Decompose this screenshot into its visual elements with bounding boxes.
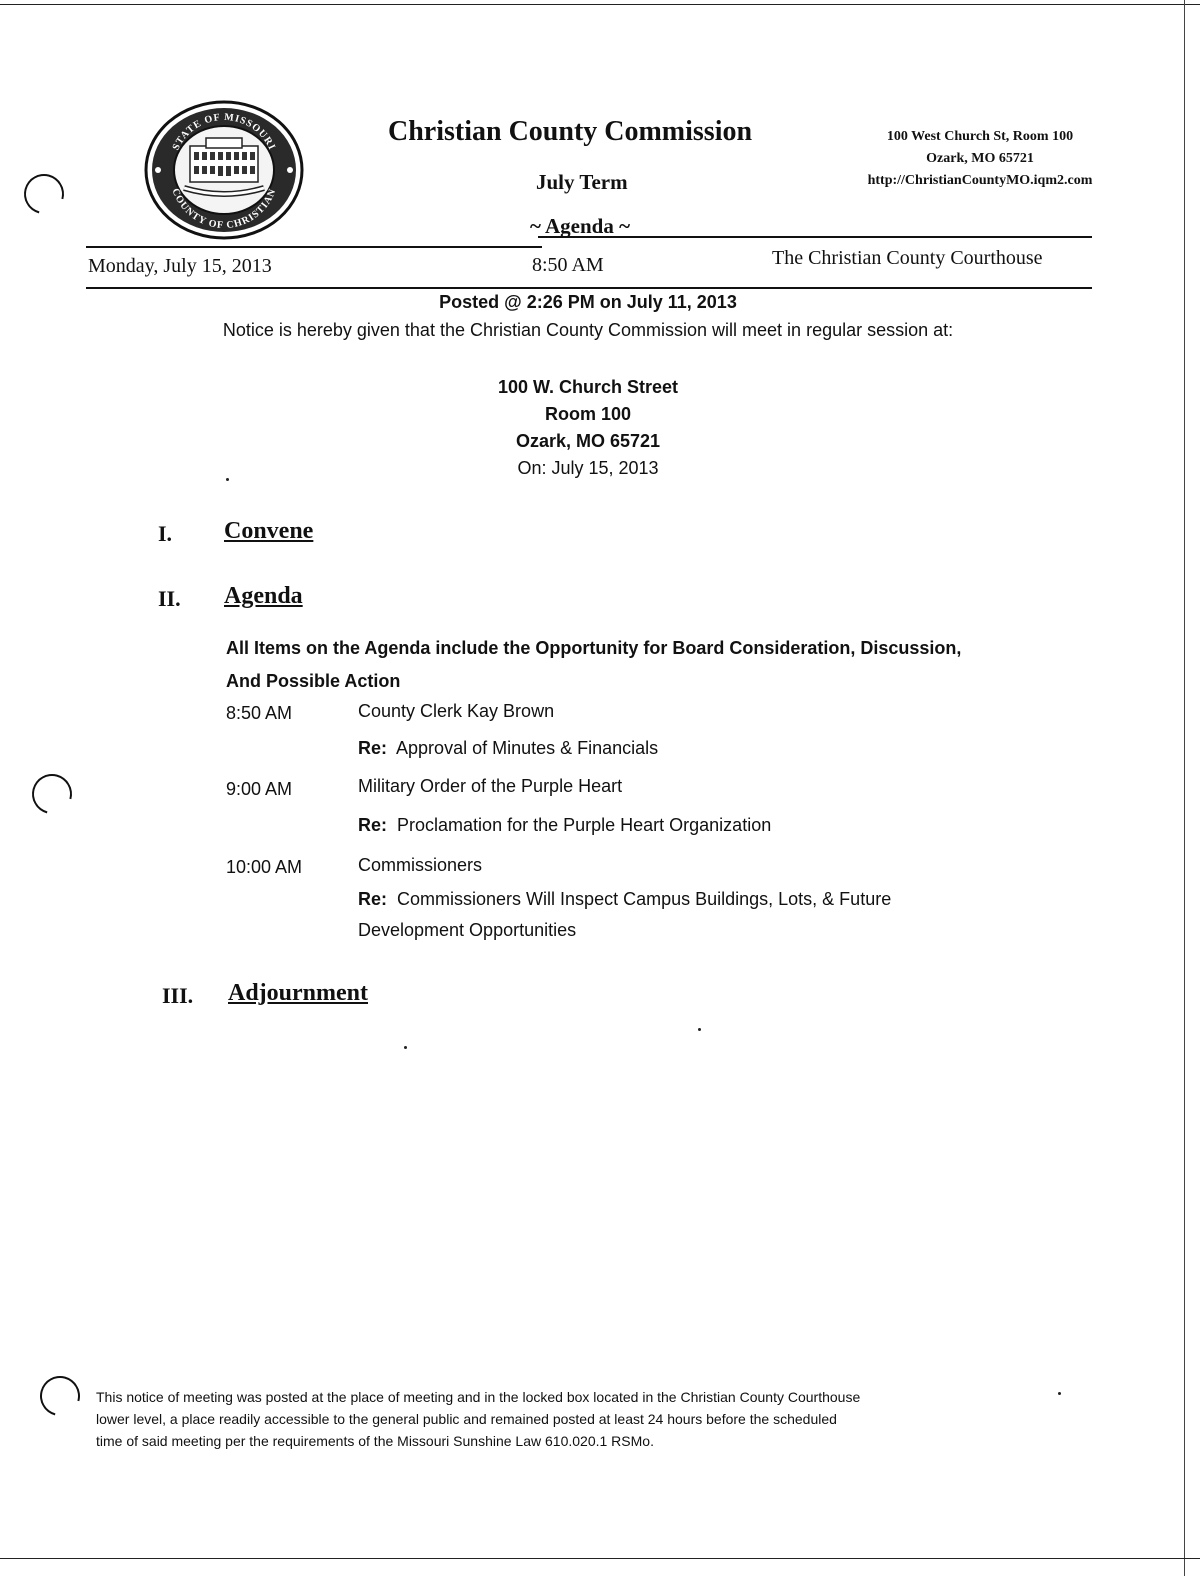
section-number: I.: [158, 521, 173, 546]
item-time: 9:00 AM: [226, 779, 293, 799]
scan-edge-bottom: [0, 1558, 1200, 1559]
header-rule-top: [538, 236, 1092, 238]
meeting-location: [0, 374, 1176, 482]
footnote-line-2: lower level, a place readily accessible to the general public and remained posted at least 24 hours before the scheduled: [96, 1411, 837, 1427]
punch-hole-icon: [17, 167, 72, 222]
scan-speck: [404, 1046, 407, 1049]
footnote-line-3: time of said meeting per the requirements of the Missouri Sunshine Law 610.020.1 RSMo.: [96, 1433, 654, 1449]
item-time: 8:50 AM: [226, 703, 293, 723]
location-room: Room 100: [544, 404, 632, 424]
meeting-date: Monday, July 15, 2013: [88, 255, 272, 277]
item-regarding: [358, 733, 658, 764]
location-street: 100 W. Church Street: [497, 377, 679, 397]
notice-text: Notice is hereby given that the Christian County Commission will meet in regular session at:: [222, 320, 954, 340]
meeting-place: The Christian County Courthouse: [772, 247, 1043, 269]
section-title-agenda: Agenda: [224, 583, 303, 609]
re-label: Re:: [358, 815, 388, 835]
scan-speck: [1058, 1392, 1061, 1395]
punch-hole-icon: [25, 767, 80, 822]
location-city: Ozark, MO 65721: [515, 431, 661, 451]
item-presenter: Military Order of the Purple Heart: [358, 776, 623, 796]
section-title-adjournment: Adjournment: [228, 980, 369, 1006]
item-presenter: Commissioners: [358, 855, 483, 875]
agenda-heading: ~ Agenda ~: [530, 214, 631, 238]
website-link[interactable]: http://ChristianCountyMO.iqm2.com: [867, 173, 1093, 188]
agenda-intro: [226, 632, 1046, 698]
svg-text:COUNTY OF CHRISTIAN: COUNTY OF CHRISTIAN: [169, 186, 279, 232]
re-label: Re:: [358, 738, 388, 758]
page-title: Christian County Commission: [388, 116, 753, 147]
scan-edge-right: [1184, 0, 1185, 1576]
scan-edge-top: [0, 4, 1200, 5]
scan-speck: [698, 1028, 701, 1031]
footnote-line-1: This notice of meeting was posted at the place of meeting and in the locked box located in the Christian County Courthouse: [96, 1389, 861, 1405]
address-line-2: Ozark, MO 65721: [926, 151, 1034, 166]
item-regarding-text-cont: Development Opportunities: [358, 920, 577, 940]
agenda-intro-line-1: All Items on the Agenda include the Opportunity for Board Consideration, Discussion,: [226, 638, 962, 658]
county-seal-icon: [144, 100, 304, 240]
scan-speck: [226, 478, 229, 481]
item-time: 10:00 AM: [226, 857, 303, 877]
location-date: On: July 15, 2013: [517, 458, 659, 478]
agenda-intro-line-2: And Possible Action: [226, 671, 401, 691]
posting-footnote: [96, 1386, 1056, 1452]
posted-timestamp: Posted @ 2:26 PM on July 11, 2013: [439, 292, 737, 312]
term-label: July Term: [536, 170, 628, 194]
item-regarding-text: Commissioners Will Inspect Campus Buildings, Lots, & Future: [397, 889, 892, 909]
section-number: II.: [158, 586, 181, 611]
item-presenter: County Clerk Kay Brown: [358, 701, 555, 721]
header-rule-bottom: [86, 287, 1092, 289]
header-rule-left: [86, 246, 542, 248]
item-regarding-text: Approval of Minutes & Financials: [396, 738, 659, 758]
item-regarding: [358, 884, 891, 946]
punch-hole-icon: [33, 1369, 88, 1424]
item-regarding-text: Proclamation for the Purple Heart Organization: [397, 815, 772, 835]
address-line-1: 100 West Church St, Room 100: [886, 129, 1074, 144]
section-title-convene: Convene: [224, 518, 314, 544]
re-label: Re:: [358, 889, 388, 909]
section-number: III.: [162, 983, 194, 1008]
item-regarding: [358, 810, 771, 841]
commission-address: [866, 126, 1094, 192]
meeting-time: 8:50 AM: [532, 254, 604, 276]
svg-text:STATE OF MISSOURI: STATE OF MISSOURI: [170, 111, 278, 153]
